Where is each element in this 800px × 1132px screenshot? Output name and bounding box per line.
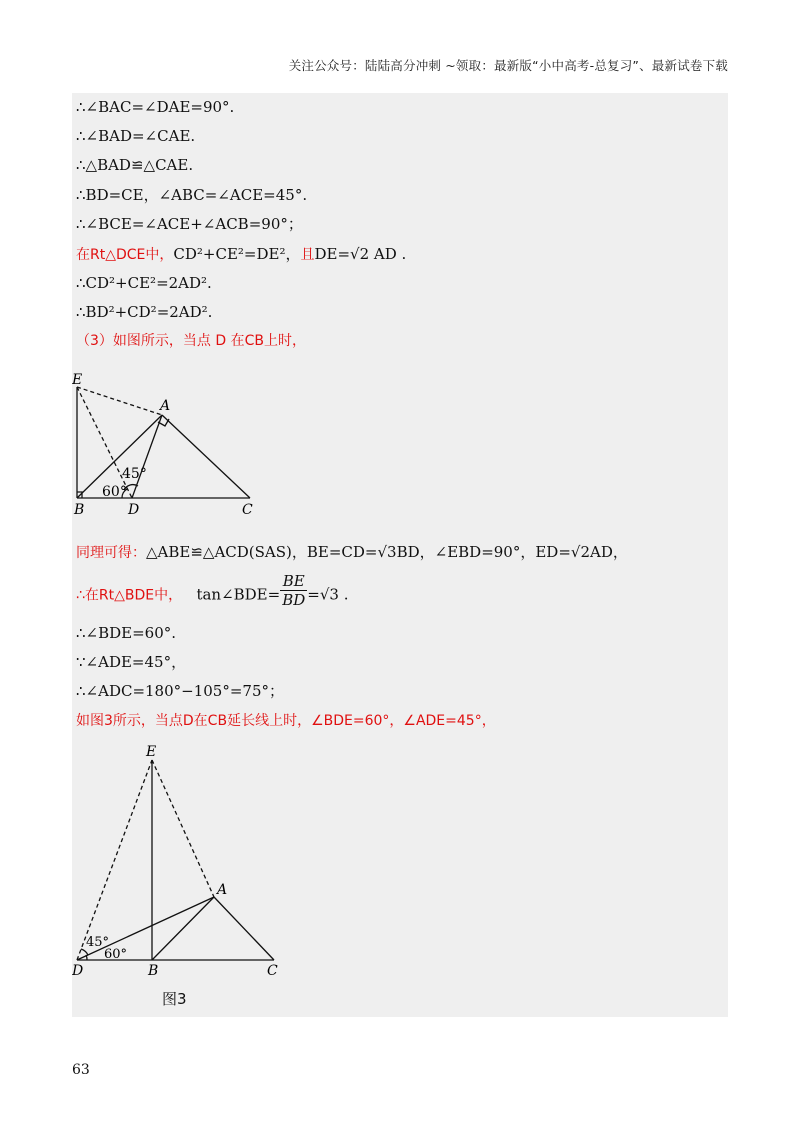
line-6-intro: 在Rt△DCE中，: [76, 247, 174, 263]
line-10-eq: △ABE≌△ACD(SAS)，BE=CD=√3BD，∠EBD=90°，ED=√2AD，: [146, 543, 628, 561]
fig2-label-C: C: [267, 963, 278, 979]
line-10: [76, 542, 628, 563]
line-13: ∵∠ADE=45°，: [76, 653, 187, 671]
fig1-label-D: D: [128, 502, 140, 518]
line-6-eq2: DE=√2 AD .: [314, 245, 407, 263]
page-header: 关注公众号：陆陆高分冲刺 ~领取：最新版“小中高考-总复习”、最新试卷下载: [288, 58, 728, 73]
line-11: [76, 572, 349, 609]
fig2-angle-arc-inner: [86, 955, 87, 960]
fig1-label-C: C: [242, 502, 253, 518]
line-8: ∴BD²+CD²=2AD².: [76, 303, 213, 321]
fig1-angle-45: 45°: [122, 466, 147, 482]
figure-3: [72, 740, 292, 980]
fig2-label-A: A: [217, 882, 228, 898]
figure-3-caption: 图3: [162, 990, 187, 1008]
line-5: ∴∠BCE=∠ACE+∠ACB=90°；: [76, 215, 303, 233]
line-1: ∴∠BAC=∠DAE=90°.: [76, 98, 235, 116]
fig2-label-E: E: [146, 744, 157, 760]
line-10-intro: 同理可得：: [76, 545, 146, 561]
line-6-and: 且: [300, 247, 315, 263]
fig1-edge-EA: [77, 387, 162, 415]
line-11-fraction: [280, 572, 307, 609]
line-6: [76, 244, 406, 265]
fig1-angle-60: 60°: [102, 484, 127, 500]
line-11-tan: tan∠BDE=: [196, 585, 281, 604]
line-14: ∴∠ADC=180°−105°=75°；: [76, 682, 285, 700]
fig2-edge-AC: [214, 897, 274, 960]
fig1-label-A: A: [160, 398, 171, 414]
line-9: （3）如图所示，当点 D 在CB上时，: [76, 333, 306, 349]
line-3: ∴△BAD≌△CAE.: [76, 156, 194, 174]
figure-1: [72, 370, 292, 520]
fig2-label-B: B: [148, 963, 159, 979]
fig2-edge-EA: [152, 760, 214, 897]
line-6-eq: CD²+CE²=DE²，: [173, 245, 301, 263]
line-4: ∴BD=CE，∠ABC=∠ACE=45°.: [76, 186, 308, 204]
fig2-edge-BA: [152, 897, 214, 960]
fig1-label-E: E: [72, 372, 83, 388]
fig2-label-D: D: [72, 963, 84, 979]
fig1-edge-AC: [162, 415, 250, 498]
line-15: 如图3所示，当点D在CB延长线上时，∠BDE=60°，∠ADE=45°，: [76, 713, 496, 729]
fraction-denominator: BD: [282, 591, 306, 609]
line-12: ∴∠BDE=60°.: [76, 624, 177, 642]
fig2-angle-45: 45°: [86, 935, 110, 950]
fig1-label-B: B: [74, 502, 85, 518]
line-11-result: =√3 .: [307, 585, 349, 604]
fig2-angle-60: 60°: [104, 947, 128, 962]
fraction-numerator: BE: [280, 572, 307, 591]
line-7: ∴CD²+CE²=2AD².: [76, 274, 212, 292]
line-2: ∴∠BAD=∠CAE.: [76, 127, 196, 145]
page-number: 63: [72, 1062, 90, 1078]
line-11-intro: ∴在Rt△BDE中，: [76, 587, 183, 604]
